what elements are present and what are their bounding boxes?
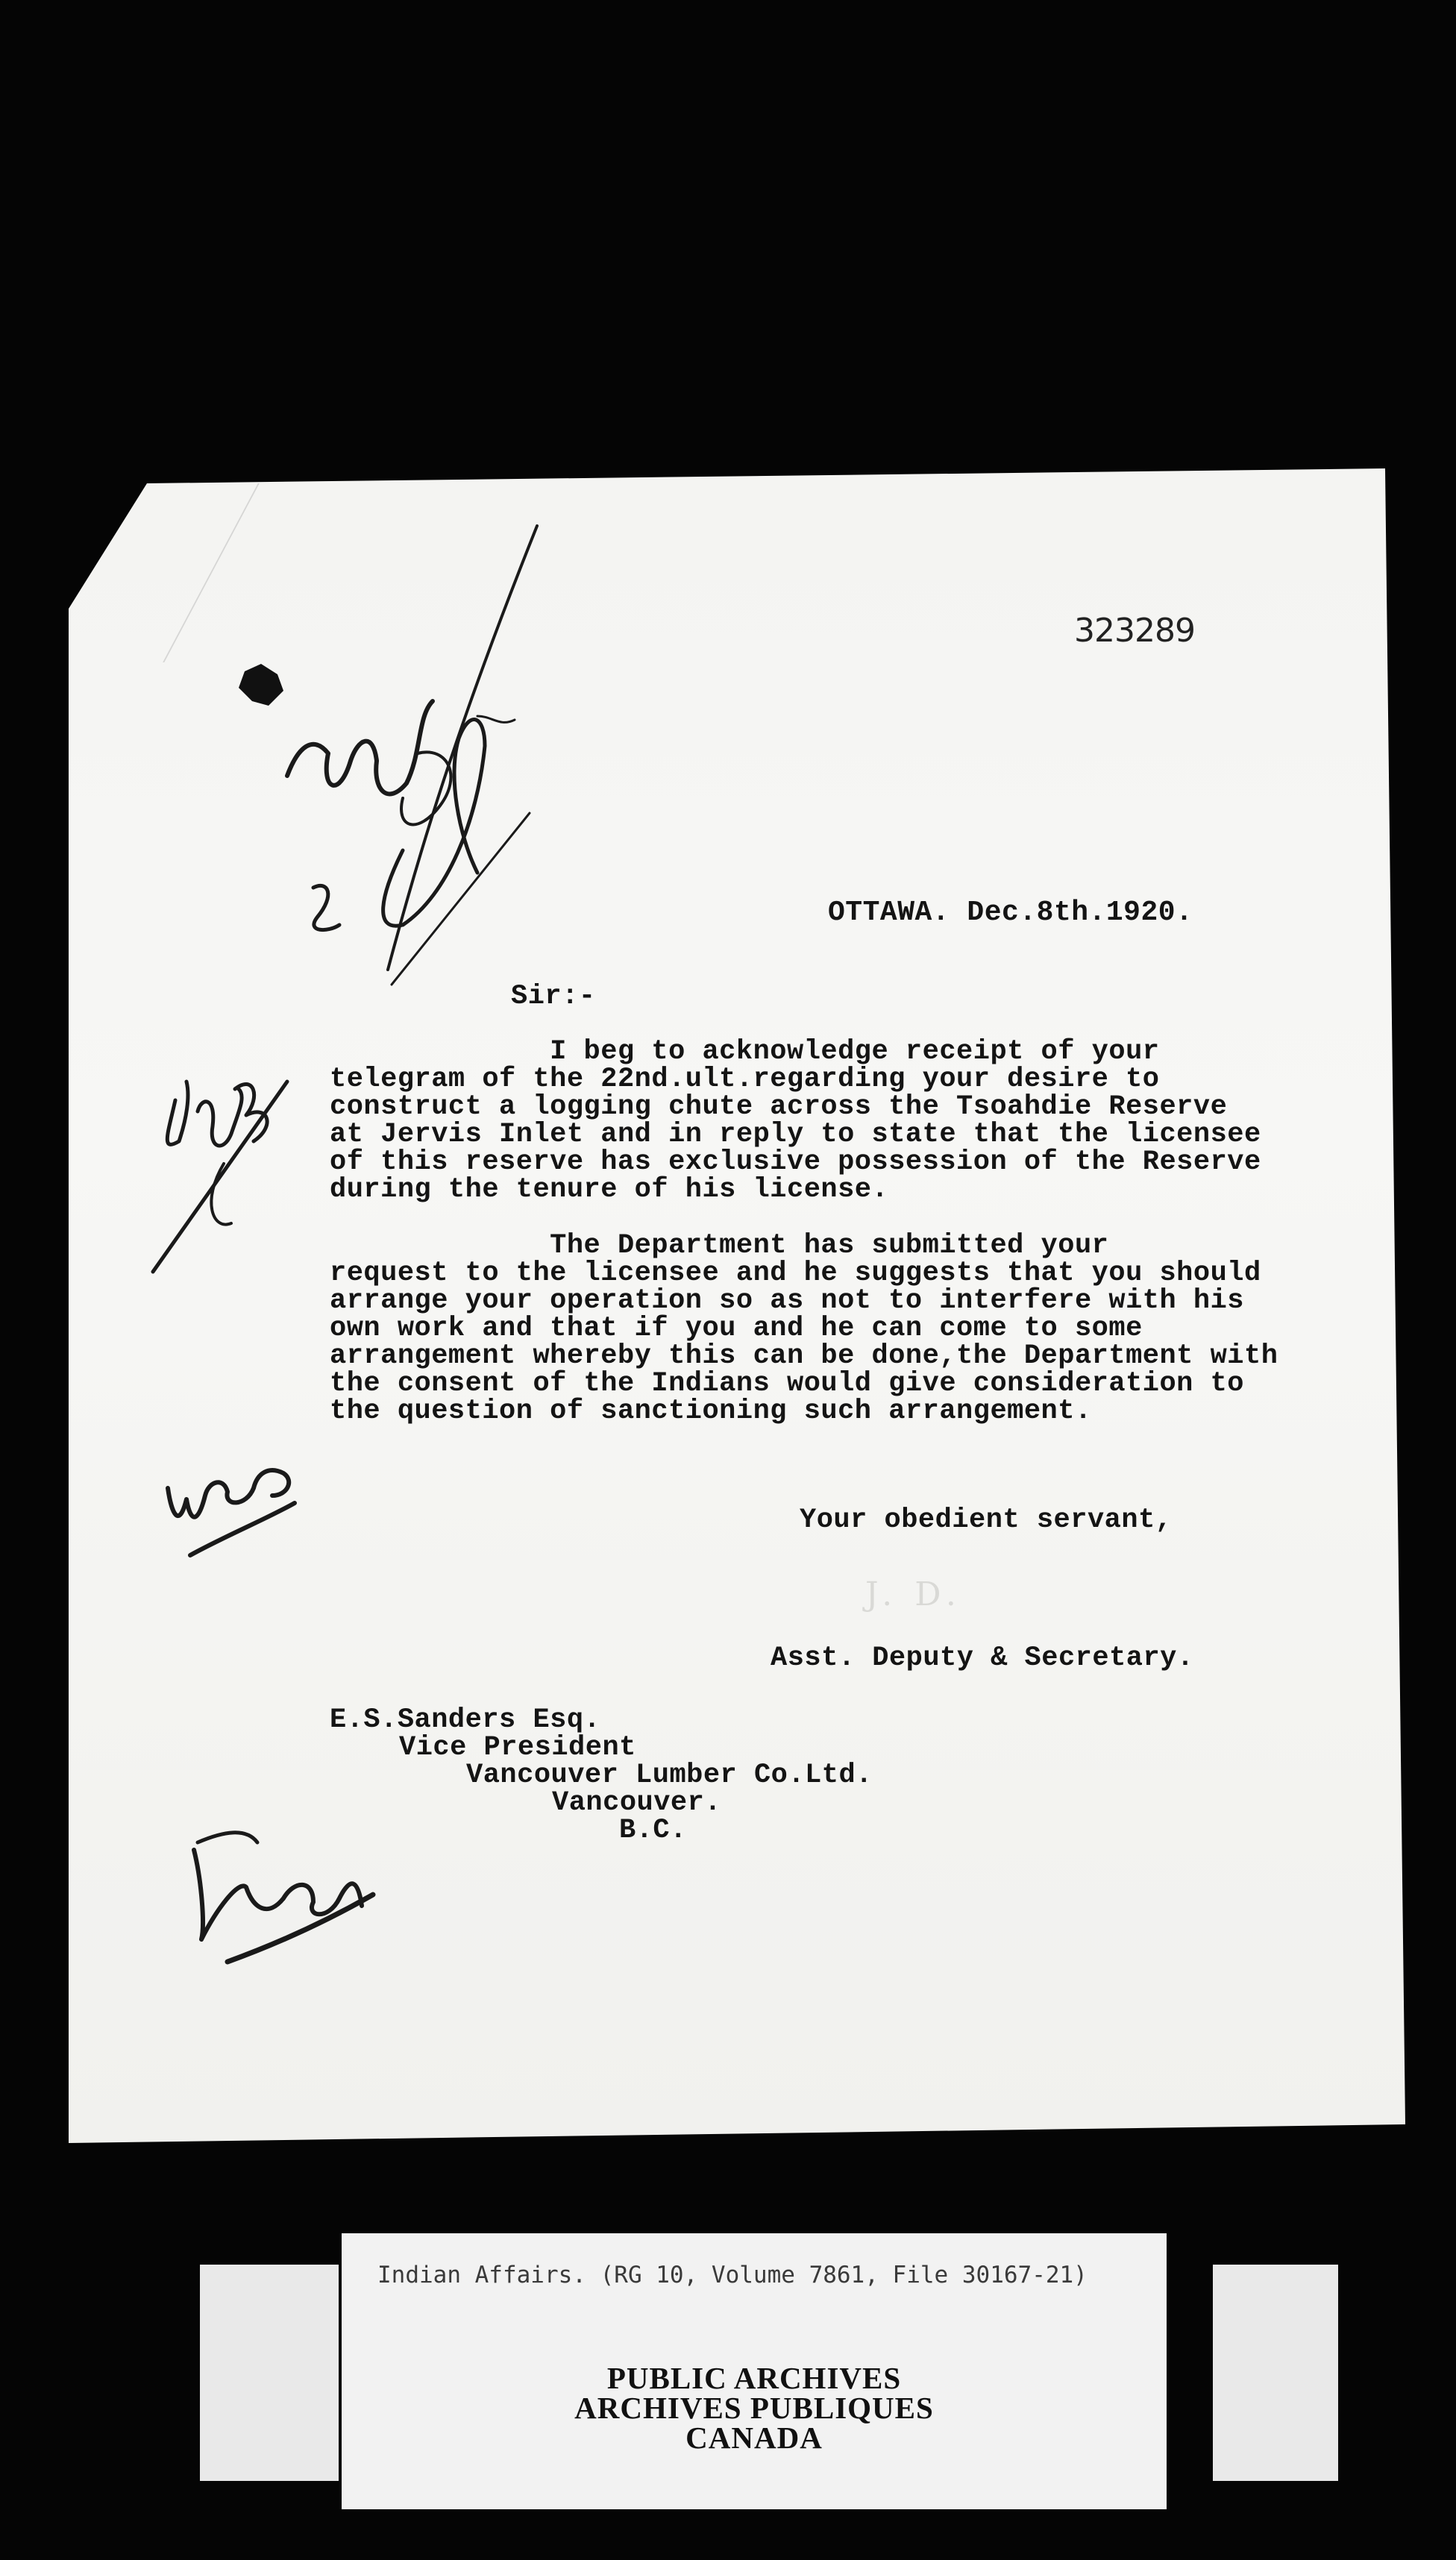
signature-title: Asst. Deputy & Secretary. — [771, 1643, 1194, 1674]
address-line-4: Vancouver. — [552, 1787, 722, 1819]
archive-country: CANADA — [685, 2421, 823, 2455]
body-paragraph-2: The Department has submitted your request to the licensee and he suggests that you should arrange your operation so as not to interfere with his own work and that if you and he can come to some arrangement whereby this can be done,the Department with the consent of the Indians would give consideration to the question of sanctioning such arrangement. — [330, 1230, 1278, 1427]
label-strip-right — [1213, 2265, 1338, 2481]
archive-label — [200, 2262, 1338, 2497]
label-card — [342, 2233, 1167, 2509]
address-line-2: Vice President — [399, 1732, 636, 1763]
label-strip-left — [200, 2265, 339, 2481]
archive-name-fr: ARCHIVES PUBLIQUES — [574, 2391, 934, 2425]
faint-signature: J. D. — [865, 1575, 962, 1613]
archive-name-en: PUBLIC ARCHIVES — [606, 2361, 902, 2395]
punch-hole — [239, 664, 283, 707]
body-paragraph-1: I beg to acknowledge receipt of your telegram of the 22nd.ult.regarding your desire to construct a logging chute across the Tsoahdie Reserve at Jervis Inlet and in reply to state that the licensee of this reserve has exclusive possession of the Reserve during the tenure of his license. — [330, 1036, 1261, 1205]
dateline: OTTAWA. Dec.8th.1920. — [828, 897, 1193, 929]
salutation: Sir:- — [511, 981, 596, 1012]
address-line-1: E.S.Sanders Esq. — [330, 1704, 601, 1736]
archive-reference: Indian Affairs. (RG 10, Volume 7861, File 30167-21) — [377, 2262, 1088, 2288]
address-line-3: Vancouver Lumber Co.Ltd. — [466, 1760, 873, 1791]
document-number: 323289 — [1074, 612, 1195, 650]
closing: Your obedient servant, — [800, 1505, 1173, 1536]
address-line-5: B.C. — [619, 1815, 687, 1846]
